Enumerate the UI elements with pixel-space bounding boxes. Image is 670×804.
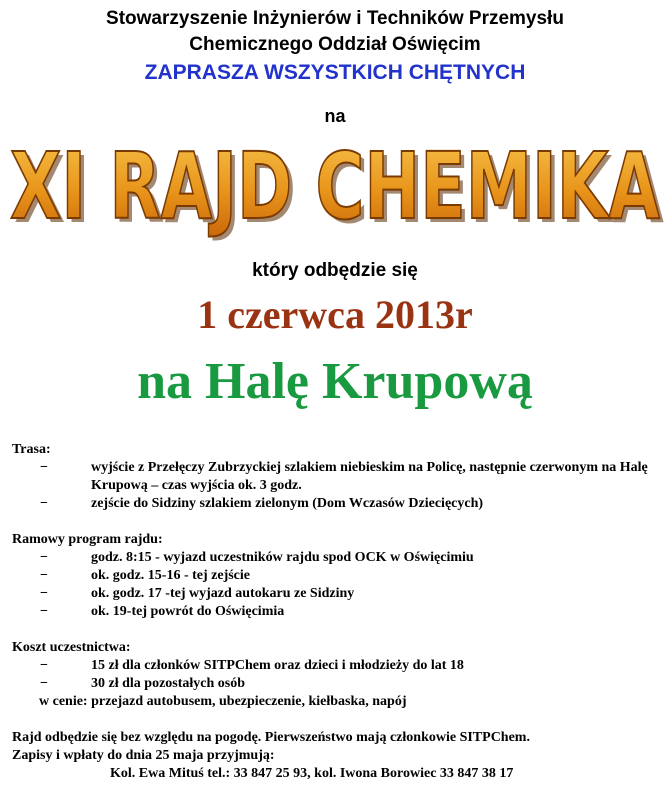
registration-deadline: Zapisy i wpłaty do dnia 25 maja przyjmują: xyxy=(12,748,275,763)
title-shadow: XI RAJD CHEMIKA xyxy=(14,137,664,244)
invitation-line: ZAPRASZA WSZYSTKICH CHĘTNYCH xyxy=(144,61,526,84)
event-title-banner xyxy=(0,128,670,248)
list-item: − 15 zł dla członków SITPChem oraz dzieci i młodzieży do lat 18 xyxy=(40,658,464,673)
org-line-1: Stowarzyszenie Inżynierów i Techników Przemysłu xyxy=(106,8,564,29)
organization-name xyxy=(0,6,670,58)
list-item: − wyjście z Przełęczy Zubrzyckiej szlakiem niebieskim na Policę, następnie czerwonym na Halę Krupową – czas wyjścia ok. 3 godz. xyxy=(40,460,648,493)
list-marker: − xyxy=(40,676,48,691)
event-destination: na Halę Krupową xyxy=(137,353,533,410)
cost-includes-note: w cenie: przejazd autobusem, ubezpieczenie, kiełbaska, napój xyxy=(39,694,407,709)
list-marker: − xyxy=(40,586,48,601)
list-item: − 30 zł dla pozostałych osób xyxy=(40,676,246,691)
program-list xyxy=(12,549,662,621)
list-marker: − xyxy=(40,658,48,673)
event-title: XI RAJD CHEMIKA xyxy=(10,133,660,240)
contact-info: Kol. Ewa Mituś tel.: 33 847 25 93, kol. Iwona Borowiec 33 847 38 17 xyxy=(110,766,514,781)
list-item: − godz. 8:15 - wyjazd uczestników rajdu spod OCK w Oświęcimiu xyxy=(40,550,474,565)
event-details xyxy=(12,441,662,783)
event-date: 1 czerwca 2013r xyxy=(197,292,473,337)
route-heading: Trasa: xyxy=(12,442,51,457)
org-line-2: Chemicznego Oddział Oświęcim xyxy=(189,34,481,55)
list-item: − zejście do Sidziny szlakiem zielonym (Dom Wczasów Dziecięcych) xyxy=(40,496,484,511)
list-marker: − xyxy=(40,550,48,565)
route-list xyxy=(12,459,662,513)
list-marker: − xyxy=(40,496,48,511)
cost-list xyxy=(12,657,662,693)
cost-heading: Koszt uczestnictwa: xyxy=(12,640,131,655)
event-intro: który odbędzie się xyxy=(252,260,418,281)
weather-notice: Rajd odbędzie się bez względu na pogodę. Pierwszeństwo mają członkowie SITPChem. xyxy=(12,730,530,745)
list-marker: − xyxy=(40,460,48,475)
list-marker: − xyxy=(40,568,48,583)
program-heading: Ramowy program rajdu: xyxy=(12,532,163,547)
event-title-graphic xyxy=(0,128,670,248)
list-item: − ok. 19-tej powrót do Oświęcimia xyxy=(40,604,285,619)
na-word: na xyxy=(324,106,346,126)
list-item: − ok. godz. 15-16 - tej zejście xyxy=(40,568,251,583)
list-marker: − xyxy=(40,604,48,619)
list-item: − ok. godz. 17 -tej wyjazd autokaru ze Sidziny xyxy=(40,586,355,601)
